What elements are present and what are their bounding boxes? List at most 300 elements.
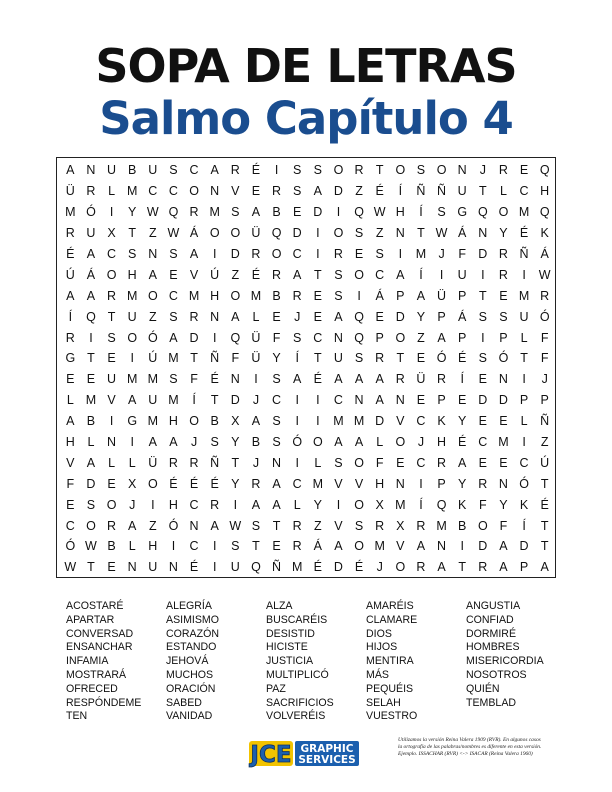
grid-letter: R: [251, 247, 261, 261]
grid-letter: Ó: [168, 518, 179, 533]
grid-letter: Í: [398, 184, 403, 199]
grid-letter: A: [251, 497, 261, 512]
grid-letter: O: [230, 226, 241, 241]
grid-letter: Ñ: [437, 184, 447, 199]
grid-letter: Á: [458, 226, 467, 241]
word-list-item: HIJOS: [366, 641, 398, 654]
grid-letter: O: [395, 330, 406, 345]
grid-letter: C: [416, 414, 426, 429]
word-list-item: SABED: [166, 696, 202, 709]
grid-letter: P: [437, 393, 446, 408]
grid-letter: A: [293, 372, 302, 387]
grid-letter: Ñ: [519, 247, 529, 261]
grid-letter: Z: [540, 435, 549, 450]
grid-letter: V: [354, 476, 364, 491]
grid-letter: A: [86, 288, 96, 303]
grid-row: [57, 557, 555, 578]
grid-letter: Y: [272, 351, 281, 366]
grid-letter: W: [538, 267, 551, 282]
grid-letter: U: [148, 393, 158, 408]
grid-letter: É: [313, 560, 322, 575]
grid-letter: P: [458, 288, 467, 303]
grid-letter: Í: [419, 205, 423, 220]
word-list-item: ALEGRÍA: [166, 600, 212, 612]
word-list-column: [366, 600, 466, 724]
grid-letter: M: [518, 288, 530, 303]
grid-letter: I: [212, 330, 217, 345]
grid-letter: N: [395, 226, 405, 241]
word-list-item: ANGUSTIA: [466, 600, 521, 612]
grid-letter: W: [85, 539, 97, 554]
grid-letter: N: [86, 163, 96, 178]
letter-grid: [56, 157, 556, 578]
grid-letter: R: [251, 476, 261, 491]
grid-letter: Í: [419, 267, 423, 282]
grid-letter: C: [168, 184, 178, 199]
grid-letter: I: [109, 205, 114, 220]
grid-letter: R: [292, 539, 302, 554]
grid-letter: O: [271, 247, 282, 261]
grid-letter: K: [458, 497, 467, 512]
grid-letter: O: [189, 414, 199, 429]
grid-letter: T: [520, 351, 528, 366]
grid-letter: P: [519, 393, 529, 408]
grid-letter: W: [167, 226, 180, 241]
grid-letter: T: [458, 560, 466, 575]
grid-letter: Y: [499, 226, 508, 241]
grid-letter: É: [210, 372, 219, 387]
grid-letter: R: [395, 372, 405, 387]
grid-letter: O: [354, 455, 364, 470]
word-list-item: CORAZÓN: [166, 627, 219, 640]
grid-letter: R: [478, 560, 488, 575]
grid-letter: A: [148, 267, 157, 282]
grid-letter: Z: [313, 518, 322, 533]
grid-letter: Ñ: [416, 184, 426, 199]
grid-letter: C: [189, 163, 199, 178]
grid-row: [57, 327, 555, 348]
grid-row: [57, 223, 555, 244]
grid-letter: N: [272, 455, 282, 470]
grid-letter: Ñ: [210, 351, 220, 366]
grid-letter: A: [334, 309, 343, 324]
grid-letter: E: [416, 351, 426, 366]
grid-letter: J: [541, 372, 548, 387]
grid-letter: N: [457, 163, 467, 178]
grid-letter: Ñ: [210, 455, 220, 470]
grid-letter: R: [375, 518, 385, 533]
grid-letter: I: [316, 247, 320, 261]
grid-letter: O: [127, 330, 138, 345]
grid-letter: S: [272, 372, 281, 387]
grid-letter: Ú: [65, 267, 75, 282]
grid-letter: H: [437, 435, 447, 450]
grid-letter: D: [478, 539, 488, 554]
grid-letter: M: [291, 560, 303, 575]
grid-letter: U: [148, 163, 158, 178]
grid-letter: Ü: [251, 330, 261, 345]
grid-letter: Q: [436, 497, 447, 512]
grid-row: [57, 369, 555, 390]
word-list-column: [466, 600, 566, 724]
word-list-item: HICISTE: [266, 641, 308, 654]
grid-letter: Í: [68, 309, 73, 324]
grid-letter: Í: [192, 393, 196, 408]
grid-letter: A: [334, 372, 343, 387]
grid-letter: I: [212, 539, 217, 554]
grid-letter: É: [375, 184, 384, 199]
grid-letter: T: [87, 351, 95, 366]
grid-letter: F: [272, 330, 281, 345]
grid-letter: C: [189, 539, 199, 554]
grid-letter: R: [375, 351, 385, 366]
grid-letter: Q: [539, 205, 550, 220]
word-list-item: MISERICORDIA: [466, 655, 544, 668]
grid-letter: M: [168, 351, 179, 366]
grid-letter: L: [520, 414, 528, 429]
grid-letter: R: [189, 455, 199, 470]
grid-row: [57, 432, 555, 453]
grid-letter: Z: [148, 226, 157, 241]
grid-letter: A: [334, 435, 343, 450]
grid-letter: Y: [231, 476, 240, 491]
grid-letter: V: [334, 476, 343, 491]
grid-letter: R: [107, 288, 117, 303]
word-list-item: ACOSTARÉ: [66, 600, 124, 612]
grid-letter: A: [375, 372, 384, 387]
grid-letter: D: [230, 393, 240, 408]
note-line-1: Utilizamos la versión Reina Valera 1909 (RVR). En algunos casos: [398, 737, 541, 743]
grid-letter: A: [189, 247, 199, 261]
grid-letter: I: [212, 247, 217, 261]
grid-letter: S: [334, 288, 343, 303]
grid-letter: O: [498, 205, 509, 220]
grid-row: [57, 202, 555, 223]
grid-letter: D: [333, 560, 343, 575]
grid-letter: R: [354, 163, 364, 178]
grid-letter: É: [540, 497, 549, 512]
grid-letter: E: [313, 309, 322, 324]
grid-letter: B: [272, 288, 281, 303]
grid-letter: D: [189, 330, 199, 345]
grid-letter: W: [229, 518, 242, 533]
grid-letter: A: [251, 414, 261, 429]
word-list-item: INFAMIA: [66, 655, 109, 668]
grid-letter: A: [313, 184, 322, 199]
grid-letter: S: [169, 309, 178, 324]
grid-letter: X: [107, 226, 116, 241]
grid-letter: Ü: [251, 226, 261, 241]
grid-row: [57, 306, 555, 327]
word-list-item: QUIÉN: [466, 682, 500, 695]
grid-letter: I: [130, 351, 134, 366]
grid-letter: P: [540, 393, 549, 408]
note-line-2: la ortografía de las palabras/nombres es diferente en esta versión.: [398, 744, 542, 751]
grid-letter: M: [147, 414, 159, 429]
grid-letter: L: [108, 184, 116, 199]
grid-letter: R: [292, 288, 302, 303]
grid-letter: O: [189, 184, 199, 199]
word-list-item: SELAH: [366, 696, 401, 709]
grid-letter: E: [107, 476, 116, 491]
word-list-item: BUSCARÉIS: [266, 613, 328, 626]
grid-letter: E: [107, 560, 116, 575]
version-note: [398, 737, 563, 759]
grid-letter: X: [231, 414, 240, 429]
word-list-item: OFRECED: [66, 682, 118, 695]
grid-letter: J: [438, 247, 445, 261]
word-list-item: ASIMISMO: [166, 613, 219, 626]
grid-row: [57, 285, 555, 306]
grid-letter: S: [334, 267, 343, 282]
grid-letter: L: [376, 435, 384, 450]
grid-letter: Ó: [292, 435, 303, 450]
grid-letter: S: [499, 309, 508, 324]
grid-letter: A: [499, 560, 508, 575]
grid-letter: N: [395, 476, 405, 491]
grid-letter: E: [478, 414, 487, 429]
grid-letter: A: [416, 288, 426, 303]
grid-letter: P: [396, 288, 405, 303]
grid-letter: M: [85, 393, 97, 408]
grid-letter: N: [395, 393, 405, 408]
grid-letter: Y: [128, 205, 137, 220]
grid-row: [57, 536, 555, 557]
grid-letter: I: [316, 393, 320, 408]
grid-letter: M: [353, 414, 365, 429]
grid-letter: F: [375, 455, 384, 470]
grid-letter: E: [66, 497, 75, 512]
grid-row: [57, 452, 555, 473]
grid-letter: Y: [458, 414, 467, 429]
grid-letter: Á: [540, 247, 549, 261]
grid-letter: S: [354, 351, 364, 366]
grid-row: [57, 390, 555, 411]
grid-letter: V: [189, 267, 199, 282]
grid-letter: M: [333, 414, 344, 429]
grid-letter: Q: [230, 330, 241, 345]
grid-letter: X: [128, 476, 137, 491]
grid-letter: Í: [295, 351, 299, 366]
grid-letter: T: [272, 518, 281, 533]
grid-letter: O: [395, 560, 406, 575]
grid-letter: I: [460, 539, 464, 554]
grid-letter: A: [231, 309, 240, 324]
grid-letter: B: [458, 518, 467, 533]
grid-letter: H: [168, 497, 178, 512]
grid-letter: C: [292, 476, 302, 491]
grid-letter: M: [518, 205, 530, 220]
grid-letter: H: [127, 267, 137, 282]
grid-letter: E: [107, 351, 116, 366]
grid-letter: Z: [148, 518, 157, 533]
grid-letter: I: [419, 476, 423, 491]
grid-row: [57, 515, 555, 536]
page-title: SOPA DE LETRAS: [95, 39, 517, 93]
grid-letter: U: [107, 163, 117, 178]
word-list-item: DESISTID: [266, 627, 315, 640]
grid-letter: N: [437, 539, 447, 554]
grid-letter: A: [499, 539, 508, 554]
grid-letter: S: [416, 163, 426, 178]
grid-letter: D: [292, 226, 302, 241]
grid-letter: I: [336, 205, 341, 220]
grid-letter: Ñ: [540, 414, 550, 429]
grid-letter: T: [478, 288, 487, 303]
grid-letter: S: [354, 226, 364, 241]
grid-letter: C: [333, 393, 343, 408]
grid-letter: A: [354, 372, 364, 387]
grid-letter: A: [437, 330, 446, 345]
grid-letter: Ó: [147, 330, 158, 345]
grid-letter: N: [210, 184, 220, 199]
grid-letter: N: [230, 372, 240, 387]
word-list-item: PAZ: [266, 682, 286, 695]
grid-letter: A: [293, 267, 302, 282]
grid-letter: I: [522, 435, 526, 450]
grid-letter: J: [417, 435, 425, 450]
grid-letter: Ü: [65, 184, 75, 199]
grid-letter: L: [66, 393, 74, 408]
grid-letter: J: [252, 393, 260, 408]
word-list-item: MULTIPLICÓ: [266, 668, 329, 681]
grid-letter: C: [519, 455, 529, 470]
grid-letter: P: [375, 330, 384, 345]
grid-letter: S: [86, 497, 96, 512]
grid-letter: I: [295, 414, 299, 429]
grid-letter: L: [499, 184, 507, 199]
grid-letter: Ó: [539, 309, 550, 324]
grid-letter: F: [499, 518, 508, 533]
grid-letter: A: [416, 539, 426, 554]
grid-letter: C: [416, 455, 426, 470]
grid-letter: I: [89, 330, 93, 345]
grid-letter: R: [189, 309, 199, 324]
grid-letter: L: [520, 330, 528, 345]
grid-letter: C: [148, 184, 158, 199]
grid-letter: F: [540, 351, 549, 366]
grid-letter: I: [151, 497, 155, 512]
grid-letter: É: [189, 560, 199, 575]
grid-letter: R: [65, 226, 75, 241]
word-list-item: DORMIRÉ: [466, 627, 517, 640]
grid-letter: W: [64, 560, 77, 575]
grid-letter: O: [106, 497, 117, 512]
word-list-item: CONVERSAD: [66, 627, 134, 640]
grid-letter: S: [231, 205, 240, 220]
grid-letter: J: [129, 497, 136, 512]
grid-letter: W: [435, 226, 448, 241]
grid-letter: É: [458, 351, 467, 366]
grid-letter: T: [396, 351, 405, 366]
grid-letter: A: [272, 497, 281, 512]
grid-letter: A: [148, 435, 157, 450]
grid-letter: S: [354, 518, 364, 533]
grid-letter: E: [396, 455, 405, 470]
grid-letter: U: [457, 267, 467, 282]
grid-letter: A: [66, 414, 75, 429]
grid-letter: Y: [499, 497, 508, 512]
grid-letter: O: [333, 163, 344, 178]
grid-letter: G: [65, 351, 76, 366]
grid-letter: I: [109, 414, 114, 429]
grid-letter: S: [478, 309, 487, 324]
word-list-item: HOMBRES: [466, 641, 520, 654]
grid-letter: S: [293, 330, 302, 345]
grid-letter: S: [293, 184, 302, 199]
grid-letter: Q: [86, 309, 96, 324]
grid-letter: I: [481, 267, 485, 282]
grid-letter: T: [252, 539, 260, 554]
grid-letter: P: [499, 330, 508, 345]
grid-letter: O: [436, 163, 447, 178]
grid-letter: A: [66, 288, 75, 303]
grid-letter: F: [458, 247, 466, 261]
grid-letter: N: [333, 330, 343, 345]
grid-letter: Ú: [540, 455, 550, 470]
grid-letter: I: [522, 267, 526, 282]
grid-letter: I: [336, 497, 341, 512]
grid-letter: R: [333, 247, 343, 261]
grid-letter: Q: [477, 205, 488, 220]
grid-letter: R: [168, 455, 178, 470]
grid-letter: A: [86, 455, 96, 470]
grid-letter: É: [210, 476, 219, 491]
grid-letter: Á: [189, 226, 199, 241]
grid-letter: L: [128, 455, 136, 470]
grid-letter: M: [126, 288, 138, 303]
grid-letter: I: [274, 163, 279, 178]
grid-letter: A: [437, 560, 446, 575]
grid-letter: E: [251, 184, 261, 199]
grid-row: [57, 411, 555, 432]
grid-letter: É: [251, 163, 261, 178]
grid-letter: Ó: [436, 351, 447, 366]
grid-letter: D: [498, 393, 508, 408]
grid-letter: O: [86, 518, 96, 533]
grid-letter: S: [231, 539, 240, 554]
grid-letter: K: [540, 226, 549, 241]
grid-letter: N: [107, 435, 117, 450]
grid-row: [57, 473, 555, 494]
grid-letter: R: [107, 518, 117, 533]
word-list: [66, 600, 566, 724]
grid-letter: U: [148, 560, 158, 575]
grid-letter: P: [437, 476, 446, 491]
grid-letter: É: [66, 247, 75, 261]
grid-letter: I: [254, 372, 258, 387]
word-list-item: DIOS: [366, 627, 392, 640]
word-list-item: AMARÉIS: [366, 600, 414, 612]
grid-letter: V: [231, 184, 240, 199]
word-list-item: RESPÓNDEME: [66, 696, 142, 709]
grid-letter: G: [127, 414, 138, 429]
grid-letter: Y: [231, 435, 240, 450]
word-list-item: SACRIFICIOS: [266, 696, 334, 709]
logo-line1: GRAPHIC: [300, 743, 354, 755]
grid-letter: J: [294, 309, 301, 324]
grid-letter: A: [396, 267, 405, 282]
logo-line2: SERVICES: [298, 754, 356, 766]
grid-letter: C: [292, 247, 302, 261]
grid-letter: I: [130, 435, 134, 450]
grid-letter: Z: [355, 184, 363, 199]
word-list-item: CONFIAD: [466, 613, 514, 626]
grid-letter: O: [106, 267, 117, 282]
grid-letter: É: [354, 560, 364, 575]
grid-letter: E: [313, 288, 322, 303]
grid-letter: C: [478, 435, 488, 450]
